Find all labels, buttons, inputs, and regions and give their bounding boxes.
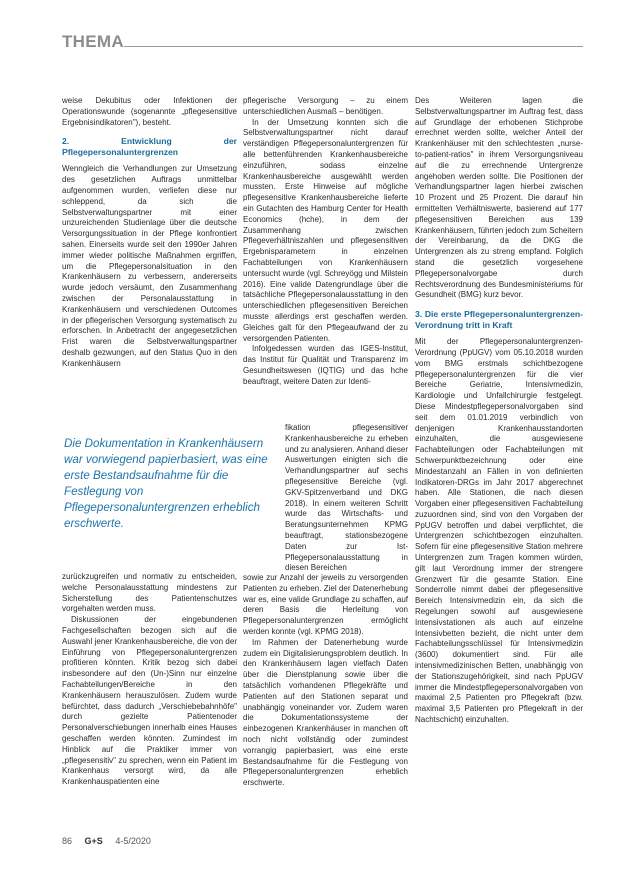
column-2-lower: [243, 573, 408, 789]
section-title: THEMA: [62, 32, 124, 51]
col3-paragraph-1: Des Weiteren lagen die Selbstverwaltungspartner im Auftrag fest, dass auf Grundlage der erhobenen Stichprobe errechnet werden sollte, welcher Anteil der Krankenhäuser mit den schlechtesten „nurse-to-patient-ratios" in ihrem Versorgungsniveau auf die zu errechnende Untergrenze angehoben werden sollte. Die Positionen der Verhandlungspartner lagen hierbei zwischen 10 Prozent und 25 Prozent. Die darauf hin ermittelten Verhältniswerte, basierend auf 177 pflegesensitiven Bereichen aus 139 Krankenhäusern, führten jedoch zum Scheitern der Vereinbarung, da die DKG die Untergrenzen als zu streng empfand. Folglich stand die gesetzlich vorgesehene Pflegepersonalvorgabe durch Rechtsverordnung des Bundesministeriums für Gesundheit (BMG) kurz bevor.: [415, 96, 583, 300]
page-footer: [62, 836, 161, 846]
col2-paragraph-0: pflegerische Versorgung – zu einem unterschiedlichen Ausmaß – benötigen.: [243, 96, 408, 116]
column-1: [62, 96, 237, 370]
issue-number: 4-5/2020: [115, 836, 151, 846]
section-heading-2: 2. Entwicklung der Pflegepersonaluntergrenzen: [62, 136, 237, 158]
col2-narrow-paragraph: fikation pflegesensitiver Krankenhausbereiche zu erheben und zu analysieren. Anhand dieser Auswertungen einigten sich die Verhandlungspartner auf sechs pflegesensitive Bereiche (vgl. GKV-Spitzenverband und DKG 2018). In einem weiteren Schritt wurde das Wirtschafts- und Beratungsunternehmen KPMG beauftragt, stationsbezogene Daten zur Ist-Pflegepersonalausstattung in diesen Bereichen: [285, 423, 408, 573]
col1-intro: weise Dekubitus oder Infektionen der Operationswunde (sogenannte „pflegesensitive Ergebnisindikatoren"), besteht.: [62, 96, 237, 127]
col3-paragraph-2: Mit der Pflegepersonaluntergrenzen-Verordnung (PpUGV) vom 05.10.2018 wurden vom BMG erstmals schichtbezogene Pflegepersonaluntergrenzen für die vier Bereiche Geriatrie, Intensivmedizin, Kardiologie und Unfallchirurgie festgelegt. Diese Mindestpflegepersonalvorgaben sind seit dem 01.01.2019 verbindlich von denjenigen Krankenhausstandorten einzuhalten, die ausgewiesene Fachabteilungen oder Fachabteilungen mit Schwerpunktbezeichnung oder eine Mindestanzahl an Fällen in von definierten Indikatoren-DRGs im Jahr 2017 abgerechnet haben. Alle Stationen, die nach diesen Vorgaben einer pflegesensitiven Fachabteilung zuzuordnen sind, sind von den Vorgaben der PpUGV betroffen und dabei verpflichtet, die Untergrenzen schichtbezogen einzuhalten. Sofern für eine pflegesensitive Station mehrere Untergrenzen zum Tragen kommen würden, gilt laut Verordnung immer der strengere Grenzwert für die gesamte Station. Eine Sonderrolle nimmt dabei der pflegesensitive Bereich Intensivmedizin ein, da sich die Regelungen sowohl auf ausgewiesene Intensivstationen als auch auf einzelne Intensivbetten bezieht, die nicht unter dem Fachabteilungsschlüssel für Intensivmedizin (3600) dokumentiert sind. Für alle intensivmedizinischen Betten, unabhängig von der Stationszugehörigkeit, sind nach PpUGV immer die Mindestpflegepersonalvorgaben von maximal 2,5 Patienten pro Pflegekraft (bzw. maximal 3,5 Patienten pro Pflegekraft in der Nachtschicht) einzuhalten.: [415, 337, 583, 725]
col2-lower-paragraph-2: Im Rahmen der Datenerhebung wurde zudem ein Digitalisierungsproblem deutlich. In den Krankenhäusern lagen vielfach Daten über die Dienstplanung sowie über die tatsächlich vorhandenen Pflegekräfte und Patienten auf den Stationen separat und unabhängig voneinander vor. Zudem waren die Dokumentationssysteme der einbezogenen Krankenhäuser in manchen oft noch nicht vollständig oder zumindest vorrangig papierbasiert, was eine erste Bestandsaufnahme für die Festlegung von Pflegepersonaluntergrenzen erheblich erschwerte.: [243, 637, 408, 788]
col2-paragraph-2: Infolgedessen wurden das IGES-Institut, das Institut für Qualität und Transparenz im Gesundheitswesen (IQTIG) und das hche beauftragt, weitere Daten zur Identi-: [243, 344, 408, 386]
header-rule: [124, 46, 583, 47]
page-number: 86: [62, 836, 73, 846]
col2-paragraph-1: In der Umsetzung konnten sich die Selbstverwaltungspartner nicht darauf verständigen Pflegepersonaluntergrenzen für alle bettenführenden Krankenhausbereiche einzuführen, sodass einzelne Krankenhausbereiche ausgewählt werden mussten. Erste Hinweise auf mögliche pflegesensitive Krankenhausbereiche lieferte ein Gutachten des Hamburg Center for Health Economics (hche), in dem der Zusammenhang zwischen Pflegeverhältniszahlen und pflegesensitiven Ergebnisparametern in einzelnen Fachabteilungen von Krankenhäusern untersucht wurde (vgl. Schreyögg und Milstein 2016). Eine valide Datengrundlage über die tatsächliche Pflegepersonalausstattung in den unterschiedlichen pflegesensitiven Bereichen musste allerdings erst geschaffen werden. Gleiches galt für den Pflegeaufwand der zu versorgenden Patienten.: [243, 117, 408, 343]
page-header: [62, 32, 583, 56]
col1-paragraph: Wenngleich die Verhandlungen zur Umsetzung des gesetzlichen Auftrags unmittelbar aufgenommen wurden, verliefen diese nur schleppend, da sich die Selbstverwaltungspartner mit einer unzureichenden Studienlage über die deutsche Versorgungssituation in der Pflege konfrontiert sahen. Einerseits wurde seit den 1990er Jahren immer wieder politische Maßnahmen ergriffen, um die Pflegepersonalsituation in den Krankenhäusern zu verbessern, andererseits wurde jedoch versäumt, den Zusammenhang zwischen der Personalausstattung in Krankenhäusern und verschiedenen Outcomes in der pflegerischen Versorgung systematisch zu erforschen. In Anbetracht der angegesetzlichen Frist waren die Selbstverwaltungspartner deshalb gezwungen, auf den Status Quo in den Krankenhäusern: [62, 164, 237, 368]
column-2-narrow: [285, 423, 408, 574]
journal-brand: G+S: [84, 836, 103, 846]
col1-bottom-paragraph-1: zurückzugreifen und normativ zu entscheiden, welche Personalausstattung mindestens zur Sicherstellung des Patientenschutzes vorgehalten werden muss.: [62, 572, 237, 614]
column-1-continued: [62, 572, 237, 788]
pull-quote: Die Dokumentation in Krankenhäusern war vorwiegend papierbasiert, was eine erste Bestandsaufnahme für die Festlegung von Pflegepersonaluntergrenzen erheblich erschwerte.: [64, 434, 270, 536]
column-2: [243, 96, 408, 388]
col2-lower-paragraph-1: sowie zur Anzahl der jeweils zu versorgenden Patienten zu erheben. Ziel der Datenerhebung war es, eine valide Grundlage zu schaffen, auf deren Basis die Herleitung von Pflegepersonaluntergrenzen ermöglicht werden konnte (vgl. KPMG 2018).: [243, 573, 408, 636]
col1-bottom-paragraph-2: Diskussionen der eingebundenen Fachgesellschaften bezogen sich auf die Auswahl jener Krankenhausbereiche, die von der Einführung von Pflegepersonaluntergrenzen profitieren könnten. Kritik bezog sich dabei insbesondere auf den (Un-)Sinn nur einzelne Fachabteilungen/Bereiche in den Krankenhäusern herauszulösen. Zudem wurde befürchtet, dass dadurch „Verschiebebahnhöfe" durch gezielte Patientenoder Personalverschiebungen innerhalb eines Hauses geschaffen werden könnten. Zumindest im Hinblick auf die Praktiker immer von „pflegesensitiv" zu sprechen, wenn ein Patient im Krankenhaus versorgt wird, da alle Krankenhauspatienten eine: [62, 615, 237, 787]
section-heading-3: 3. Die erste Pflegepersonaluntergrenzen-Verordnung tritt in Kraft: [415, 309, 583, 331]
column-3: [415, 96, 583, 726]
